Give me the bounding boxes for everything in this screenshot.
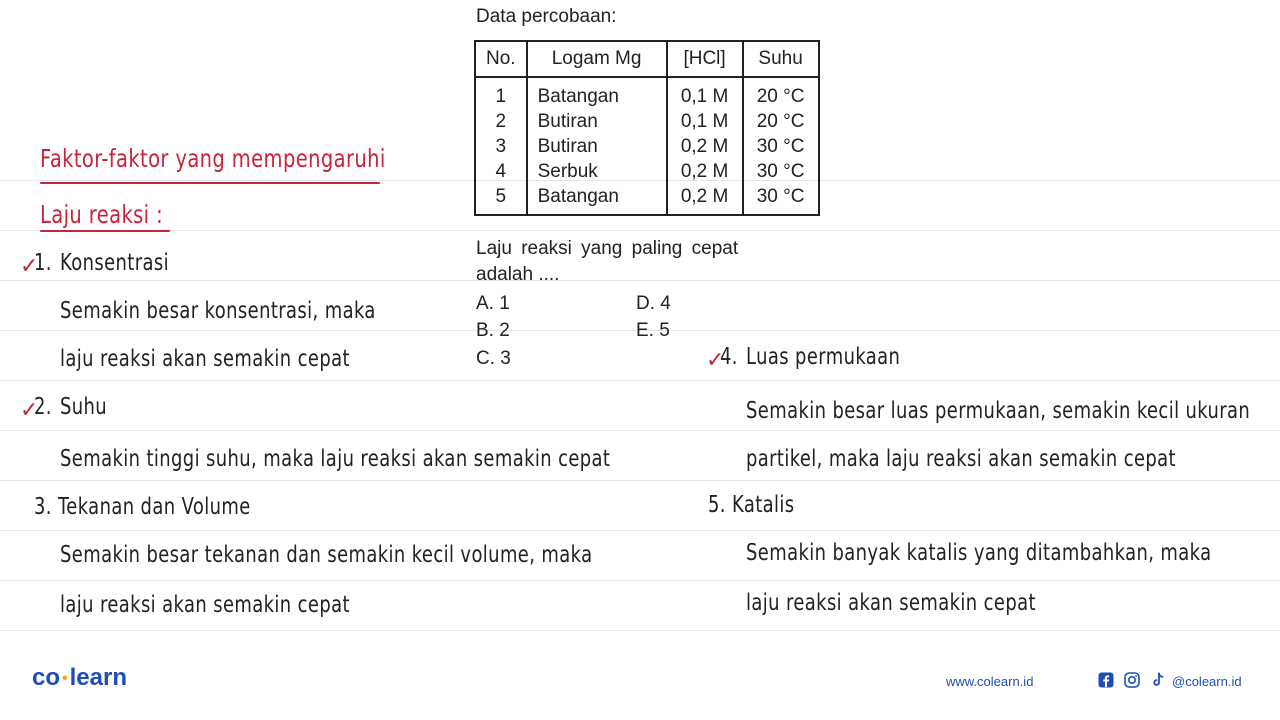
ruled-line [0, 380, 1280, 381]
item3-heading: 3. Tekanan dan Volume [34, 494, 251, 520]
item1-line2: laju reaksi akan semakin cepat [60, 346, 350, 372]
header-logam-mg: Logam Mg [527, 41, 667, 77]
checkmark-icon: ✓ [706, 348, 725, 373]
cell-logam: Butiran [527, 109, 667, 134]
table-row [475, 77, 819, 109]
item1-heading: Konsentrasi [60, 250, 170, 276]
cell-no: 4 [475, 159, 527, 184]
facebook-icon[interactable] [1098, 672, 1114, 688]
item4-number: 4. [720, 344, 738, 370]
table-header-row [475, 41, 819, 77]
cell-no: 5 [475, 184, 527, 215]
cell-no: 3 [475, 134, 527, 159]
table-row [475, 159, 819, 184]
cell-no: 1 [475, 77, 527, 109]
option-e: E. 5 [636, 320, 670, 341]
checkmark-icon: ✓ [20, 398, 39, 423]
cell-suhu: 20 °C [743, 109, 819, 134]
ruled-line [0, 580, 1280, 581]
cell-suhu: 30 °C [743, 134, 819, 159]
ruled-line [0, 530, 1280, 531]
header-no: No. [475, 41, 527, 77]
cell-logam: Serbuk [527, 159, 667, 184]
item2-heading: Suhu [60, 394, 108, 420]
table-row [475, 109, 819, 134]
question-prompt-line1: Laju reaksi yang paling cepat [476, 238, 739, 259]
cell-hcl: 0,2 M [667, 134, 743, 159]
item5-line1: Semakin banyak katalis yang ditambahkan, maka [746, 540, 1212, 566]
ruled-line [0, 480, 1280, 481]
brand-learn: learn [69, 664, 127, 691]
item4-heading: Luas permukaan [746, 344, 901, 370]
notes-title-line1: Faktor-faktor yang mempengaruhi [40, 144, 386, 173]
cell-logam: Batangan [527, 184, 667, 215]
tiktok-icon[interactable] [1150, 672, 1166, 688]
item2-line1: Semakin tinggi suhu, maka laju reaksi akan semakin cepat [60, 446, 611, 472]
cell-no: 2 [475, 109, 527, 134]
brand-dot-icon: • [62, 669, 68, 687]
item4-line2: partikel, maka laju reaksi akan semakin cepat [746, 446, 1176, 472]
item1-number: 1. [34, 250, 52, 276]
cell-suhu: 20 °C [743, 77, 819, 109]
cell-hcl: 0,2 M [667, 159, 743, 184]
option-b: B. 2 [476, 320, 510, 341]
title-underline [40, 230, 170, 232]
social-handle[interactable]: @colearn.id [1172, 674, 1242, 689]
table-row [475, 134, 819, 159]
item5-heading: 5. Katalis [708, 492, 795, 518]
question-intro: Data percobaan: [476, 6, 617, 27]
ruled-line [0, 230, 1280, 231]
cell-suhu: 30 °C [743, 184, 819, 215]
header-suhu: Suhu [743, 41, 819, 77]
option-d: D. 4 [636, 293, 671, 314]
item3-line2: laju reaksi akan semakin cepat [60, 592, 350, 618]
table-row [475, 184, 819, 215]
website-link[interactable]: www.colearn.id [946, 674, 1034, 689]
item1-line1: Semakin besar konsentrasi, maka [60, 298, 376, 324]
instagram-icon[interactable] [1124, 672, 1140, 688]
item3-line1: Semakin besar tekanan dan semakin kecil volume, maka [60, 542, 593, 568]
ruled-line [0, 430, 1280, 431]
header-hcl: [HCl] [667, 41, 743, 77]
notes-title-line2: Laju reaksi : [40, 200, 164, 229]
brand-co: co [32, 664, 61, 691]
title-underline [40, 182, 380, 184]
cell-suhu: 30 °C [743, 159, 819, 184]
experiment-table [474, 40, 820, 216]
cell-hcl: 0,1 M [667, 109, 743, 134]
cell-logam: Butiran [527, 134, 667, 159]
question-prompt-line2: adalah .... [476, 264, 560, 285]
item2-number: 2. [34, 394, 52, 420]
option-a: A. 1 [476, 293, 510, 314]
item4-line1: Semakin besar luas permukaan, semakin kecil ukuran [746, 398, 1251, 424]
cell-logam: Batangan [527, 77, 667, 109]
ruled-line [0, 280, 1280, 281]
item5-line2: laju reaksi akan semakin cepat [746, 590, 1036, 616]
checkmark-icon: ✓ [20, 254, 39, 279]
cell-hcl: 0,2 M [667, 184, 743, 215]
option-c: C. 3 [476, 348, 511, 369]
cell-hcl: 0,1 M [667, 77, 743, 109]
ruled-line [0, 630, 1280, 631]
colearn-logo [32, 664, 127, 692]
